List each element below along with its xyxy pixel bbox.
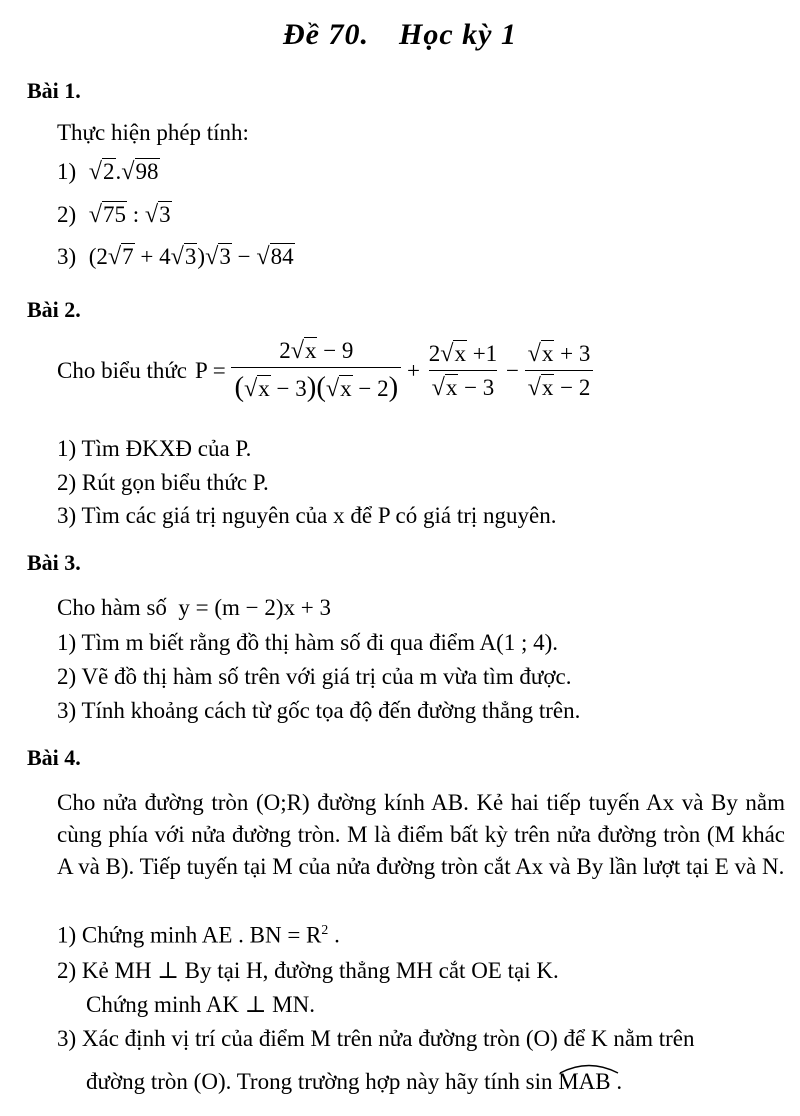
bai4-item2a: 2) Kẻ MH ⊥ By tại H, đường thẳng MH cắt OE tại K. (57, 958, 559, 983)
bai1-heading: Bài 1. (27, 78, 81, 103)
bai4-item1: 1) Chứng minh AE . BN = $R^2$ . (57, 922, 340, 948)
bai2-expression: Cho biểu thức P = $\frac{2√x - 9}{(√x - 3)(√x - 2)}$ + $\frac{2√x +1}{√x - 3}$ − $\frac{√x + 3}{√x - 2}$ (57, 337, 593, 404)
bai4-heading: Bài 4. (27, 745, 81, 770)
bai1-item1: 1) √2.√98 (57, 158, 159, 185)
bai3-function: y = (m − 2)x + 3 (178, 595, 332, 620)
bai3-heading: Bài 3. (27, 550, 81, 575)
bai1-item2: 2) √75 : √3 (57, 201, 171, 228)
bai3-item1: 1) Tìm m biết rằng đồ thị hàm số đi qua điểm A(1 ; 4). (57, 630, 559, 655)
bai2-heading: Bài 2. (27, 297, 81, 322)
title-number: Đề 70. (283, 18, 369, 51)
arc-symbol-icon (558, 1062, 620, 1074)
bai4-item2b: Chứng minh AK ⊥ MN. (86, 992, 315, 1017)
bai3-intro: Cho hàm số y = (m − 2)x + 3 (57, 595, 332, 620)
bai1-item3: 3) (2√7 + 4√3)√3 − √84 (57, 243, 294, 270)
bai3-item3: 3) Tính khoảng cách từ gốc tọa độ đến đường thẳng trên. (57, 698, 581, 723)
bai1-intro: Thực hiện phép tính: (57, 120, 249, 145)
bai4-item3a: 3) Xác định vị trí của điểm M trên nửa đường tròn (O) để K nằm trên (57, 1026, 695, 1051)
bai2-item1: 1) Tìm ĐKXĐ của P. (57, 436, 252, 461)
arc-angle-mab: MAB (558, 1069, 610, 1095)
bai2-item3: 3) Tìm các giá trị nguyên của x để P có giá trị nguyên. (57, 503, 557, 528)
page-title (0, 18, 800, 52)
bai4-item3b: đường tròn (O). Trong trường hợp này hãy tính sin MAB . (86, 1069, 622, 1095)
bai3-item2: 2) Vẽ đồ thị hàm số trên với giá trị của m vừa tìm được. (57, 664, 572, 689)
title-term: Học kỳ 1 (399, 18, 517, 51)
bai4-intro: Cho nửa đường tròn (O;R) đường kính AB. Kẻ hai tiếp tuyến Ax và By nằm cùng phía với nửa đường tròn. M là điểm bất kỳ trên nửa đường tròn (M khác A và B). Tiếp tuyến tại M của nửa đường tròn cắt Ax và By lần lượt tại E và N. (57, 790, 785, 879)
bai2-item2: 2) Rút gọn biểu thức P. (57, 470, 269, 495)
